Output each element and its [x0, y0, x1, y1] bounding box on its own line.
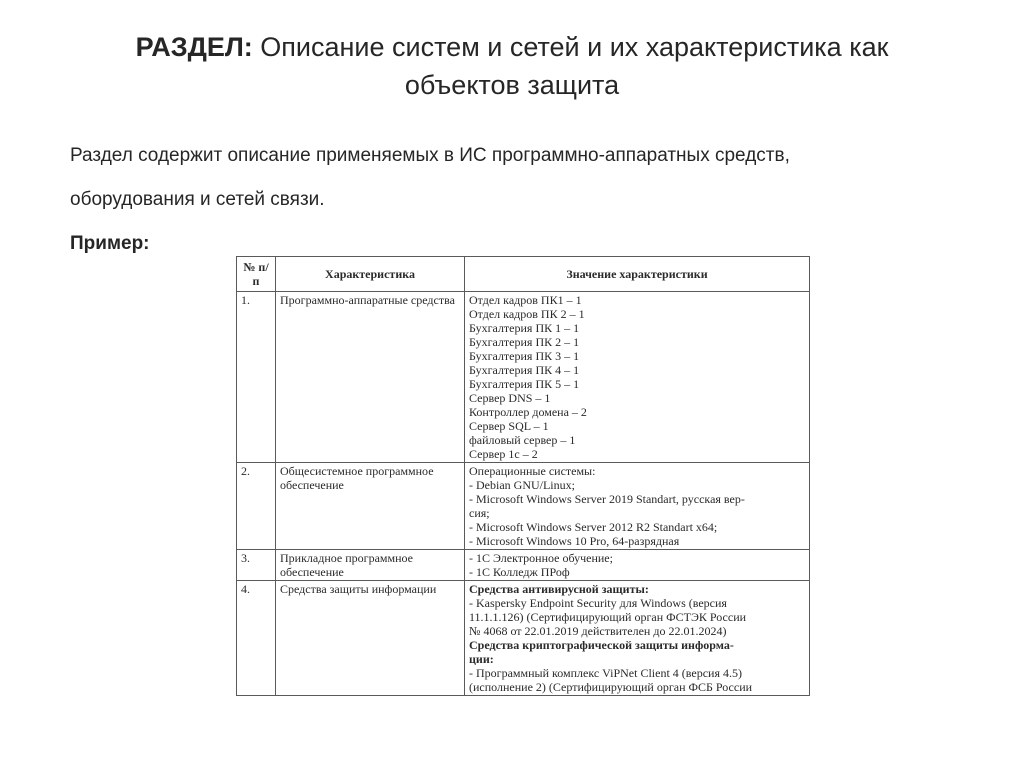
value-line: - 1С Электронное обучение; [469, 551, 613, 565]
value-line: - 1С Колледж ПРоф [469, 565, 570, 579]
value-line: Средства криптографической защиты информа- [469, 638, 734, 652]
title-bold-prefix: РАЗДЕЛ: [135, 32, 253, 62]
intro-line-1: Раздел содержит описание применяемых в ИС программно-аппаратных средств, [70, 145, 790, 166]
value-line: 11.1.1.126) (Сертифицирующий орган ФСТЭК России [469, 610, 747, 624]
row-value [465, 463, 810, 550]
table-row [237, 550, 810, 581]
row-characteristic: Средства защиты информации [276, 581, 465, 696]
value-line: № 4068 от 22.01.2019 действителен до 22.01.2024) [469, 624, 727, 638]
row-num: 4. [237, 581, 276, 696]
value-line: Отдел кадров ПК1 – 1 [469, 293, 582, 307]
value-line: сия; [469, 506, 490, 520]
table-row [237, 463, 810, 550]
value-line: Сервер DNS – 1 [469, 391, 551, 405]
value-line: ции: [469, 652, 494, 666]
value-line: Сервер SQL – 1 [469, 419, 549, 433]
table-header-row [237, 257, 810, 292]
slide-title [60, 28, 964, 104]
title-text-line2: объектов защита [404, 70, 620, 100]
value-line: - Microsoft Windows 10 Pro, 64-разрядная [469, 534, 680, 548]
value-line: Сервер 1с – 2 [469, 447, 538, 461]
row-characteristic: Прикладное программное обеспечение [276, 550, 465, 581]
table-body [237, 292, 810, 696]
value-line: Бухгалтерия ПК 4 – 1 [469, 363, 580, 377]
row-num: 1. [237, 292, 276, 463]
row-characteristic: Программно-аппаратные средства [276, 292, 465, 463]
value-line: Бухгалтерия ПК 2 – 1 [469, 335, 580, 349]
example-label: Пример: [70, 233, 150, 254]
row-value [465, 581, 810, 696]
row-value [465, 550, 810, 581]
characteristics-table [236, 256, 810, 696]
value-line: (исполнение 2) (Сертифицирующий орган ФСБ России [469, 680, 753, 694]
title-text: Описание систем и сетей и их характеристика как [252, 32, 889, 62]
value-line: Операционные системы: [469, 464, 596, 478]
value-line: Бухгалтерия ПК 5 – 1 [469, 377, 580, 391]
value-line: - Программный комплекс ViPNet Client 4 (версия 4.5) [469, 666, 742, 680]
value-line: - Debian GNU/Linux; [469, 478, 575, 492]
value-line: - Microsoft Windows Server 2012 R2 Standart x64; [469, 520, 718, 534]
value-line: - Kaspersky Endpoint Security для Windows (версия [469, 596, 727, 610]
value-line: Бухгалтерия ПК 1 – 1 [469, 321, 580, 335]
header-num: № п/п [237, 257, 276, 292]
value-line: файловый сервер – 1 [469, 433, 576, 447]
value-line: Бухгалтерия ПК 3 – 1 [469, 349, 580, 363]
header-value: Значение характеристики [465, 257, 810, 292]
value-line: Средства антивирусной защиты: [469, 582, 649, 596]
row-num: 2. [237, 463, 276, 550]
table-row [237, 581, 810, 696]
value-line: - Microsoft Windows Server 2019 Standart, русская вер- [469, 492, 745, 506]
value-line: Отдел кадров ПК 2 – 1 [469, 307, 585, 321]
header-characteristic: Характеристика [276, 257, 465, 292]
row-num: 3. [237, 550, 276, 581]
value-line: Контроллер домена – 2 [469, 405, 587, 419]
table-row [237, 292, 810, 463]
intro-line-2: оборудования и сетей связи. [70, 189, 325, 210]
row-value [465, 292, 810, 463]
row-characteristic: Общесистемное программное обеспечение [276, 463, 465, 550]
